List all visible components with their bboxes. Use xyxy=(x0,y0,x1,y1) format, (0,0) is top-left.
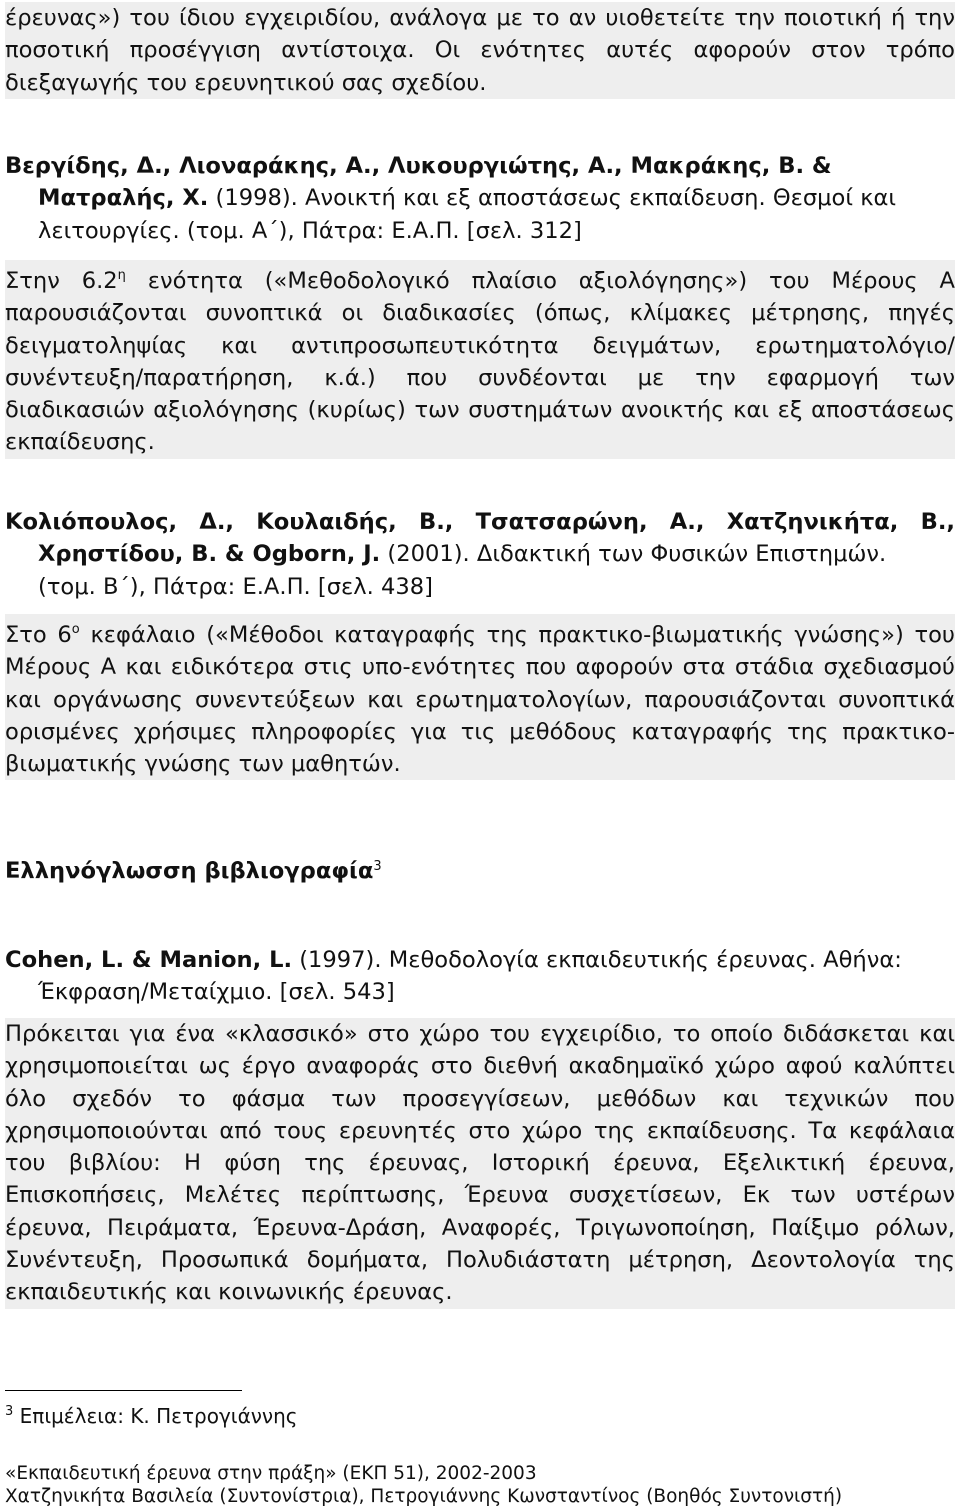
text-line: έρευνας») του ίδιου εγχειριδίου, ανάλογα με το αν υιοθετείτε την ποιοτική ή την xyxy=(5,5,955,31)
page-footer-line-1: «Εκπαιδευτική έρευνα στην πράξη» (ΕΚΠ 51), 2002-2003 xyxy=(5,1463,537,1484)
reference-authors: Βεργίδης, Δ., Λιοναράκης, Α., Λυκουργιώτης, Α., Μακράκης, Β. & xyxy=(5,153,832,179)
text-line: Συνέντευξη, Προσωπικά δομήματα, Πολυδιάστατη μέτρηση, Δεοντολογία της xyxy=(5,1247,955,1274)
reference-publisher: λειτουργίες. (τομ. Α΄), Πάτρα: Ε.Α.Π. [σελ. 312] xyxy=(38,217,582,244)
text-line: παρουσιάζονται συνοπτικά οι διαδικασίες (όπως, κλίμακες μέτρησης, πηγές xyxy=(5,300,955,327)
text-line: βιωματικής γνώσης των μαθητών. xyxy=(5,751,401,778)
text-line: χρησιμοποιείται ως έργο αναφοράς στο διεθνή ακαδημαϊκό χώρο αφού καλύπτει xyxy=(5,1053,955,1080)
section-heading: Ελληνόγλωσση βιβλιογραφία$^3$ xyxy=(5,858,382,884)
text-line: εκπαιδευτικής και κοινωνικής έρευνας. xyxy=(5,1279,453,1306)
reference-details: Χρηστίδου, Β. & Ogborn, J. (2001). Διδακτική των Φυσικών Επιστημών. xyxy=(38,541,887,568)
text-line: χρησιμοποιούνται από τους ερευνητές στο χώρο της εκπαίδευσης. Τα κεφάλαια xyxy=(5,1117,955,1144)
footnote-separator xyxy=(5,1390,242,1391)
text-line: ποσοτική προσέγγιση αντίστοιχα. Οι ενότητες αυτές αφορούν στον τρόπο xyxy=(5,37,955,64)
reference-cohen xyxy=(5,944,955,1009)
text-line: έρευνα, Πειράματα, Έρευνα-Δράση, Αναφορές, Τριγωνοποίηση, Παίξιμο ρόλων, xyxy=(5,1214,955,1241)
text-line: Πρόκειται για ένα «κλασσικό» στο χώρο του εγχειρίδιο, το οποίο διδάσκεται και xyxy=(5,1021,955,1047)
page-footer-line-2: Χατζηνικήτα Βασιλεία (Συντονίστρια), Πετρογιάννης Κωνσταντίνος (Βοηθός Συντονιστή) xyxy=(5,1486,843,1507)
text-line: Μέρους Α και ειδικότερα στις υπο-ενότητες που αφορούν στα στάδια σχεδιασμού xyxy=(5,654,955,681)
text-line: εκπαίδευσης. xyxy=(5,429,155,456)
reference-details: Ματραλής, Χ. (1998). Ανοικτή και εξ αποστάσεως εκπαίδευση. Θεσμοί και xyxy=(38,185,897,212)
text-line: και οργάνωσης συνεντεύξεων και ερωτηματολογίων, παρουσιάζονται συνοπτικά xyxy=(5,686,955,713)
text-line: δειγματοληψίας και αντιπροσωπευτικότητα δειγμάτων, ερωτηματολόγιο/ xyxy=(5,332,955,359)
reference-vergidis xyxy=(5,150,955,247)
text-line: Στην $6.2^\eta$ ενότητα («Μεθοδολογικό πλαίσιο αξιολόγησης») του Μέρους Α xyxy=(5,268,955,294)
text-line: του βιβλίου: Η φύση της έρευνας, Ιστορική έρευνα, Εξελικτική έρευνα, xyxy=(5,1150,955,1177)
intro-paragraph xyxy=(5,2,955,99)
reference-publisher: (τομ. Β΄), Πάτρα: Ε.Α.Π. [σελ. 438] xyxy=(38,573,433,600)
paragraph-section-6-2 xyxy=(5,260,955,459)
text-line: διαδικασιών αξιολόγησης (κυρίως) των συστημάτων ανοικτής και εξ αποστάσεως xyxy=(5,397,955,424)
text-line: συνέντευξη/παρατήρηση, κ.ά.) που συνδέονται με την εφαρμογή των xyxy=(5,364,955,391)
paragraph-cohen-description xyxy=(5,1018,955,1309)
reference-koliopoulos xyxy=(5,506,955,603)
text-line: ορισμένες χρήσιμες πληροφορίες για τις μεθόδους καταγραφής της πρακτικο- xyxy=(5,718,955,745)
text-line: διεξαγωγής του ερευνητικού σας σχεδίου. xyxy=(5,69,487,96)
reference-authors: Κολιόπουλος, Δ., Κουλαιδής, Β., Τσατσαρώνη, Α., Χατζηνικήτα, Β., xyxy=(5,509,955,535)
footnote: $^3$ Επιμέλεια: Κ. Πετρογιάννης xyxy=(5,1404,298,1428)
text-line: Επισκοπήσεις, Μελέτες περίπτωσης, Έρευνα συσχετίσεων, Εκ των υστέρων xyxy=(5,1182,955,1209)
reference-publisher: Έκφραση/Μεταίχμιο. [σελ. 543] xyxy=(38,979,395,1006)
text-line: όλο σχεδόν το φάσμα των προσεγγίσεων, μεθόδων και τεχνικών που xyxy=(5,1085,955,1112)
paragraph-chapter-6 xyxy=(5,614,955,780)
text-line: Στο $6^o$ κεφάλαιο («Μέθοδοι καταγραφής της πρακτικο-βιωματικής γνώσης») του xyxy=(5,622,955,648)
reference-details: Cohen, L. & Manion, L. (1997). Μεθοδολογία εκπαιδευτικής έρευνας. Αθήνα: xyxy=(5,947,902,973)
footnote-marker: 3 xyxy=(373,859,382,874)
